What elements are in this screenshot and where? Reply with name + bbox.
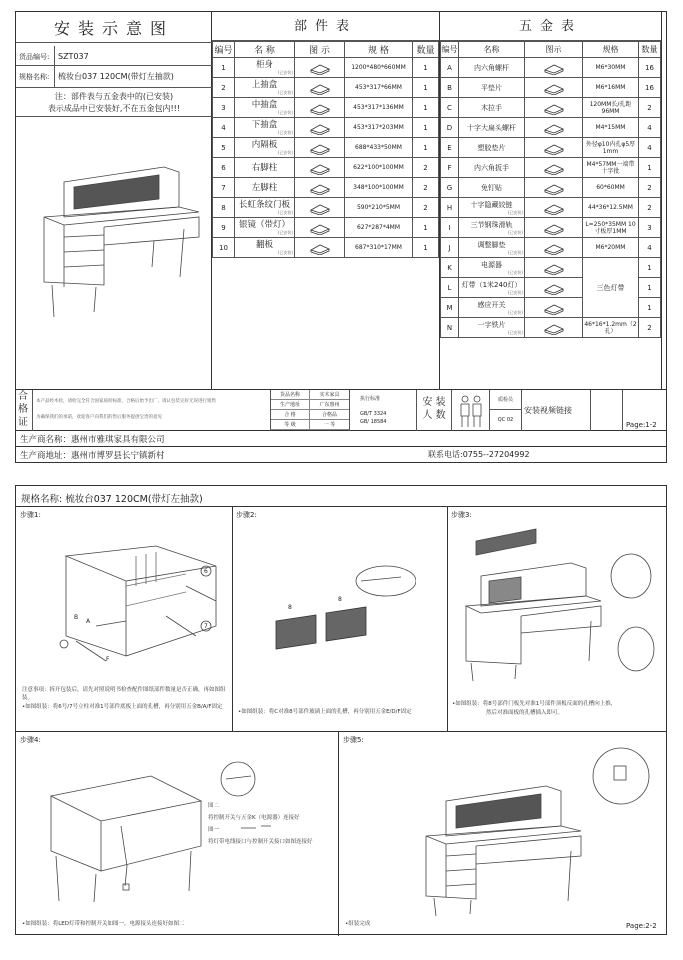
row-quantity: 1 [639,158,661,178]
row-quantity: 1 [413,118,439,138]
row-number: M [441,298,459,318]
row-number: A [441,58,459,78]
parts-row [213,98,439,118]
plastic-washer-icon [539,141,569,155]
parts-header-row [213,42,439,58]
row-illustration [295,58,345,78]
row-name [235,238,295,258]
installers-label-1: 安 装 [422,397,446,408]
installed-tag: (已安装) [507,290,523,295]
row-spec: 120MM长/孔距96MM [583,98,639,118]
row-number: 4 [213,118,235,138]
hardware-row [441,178,661,198]
top-drawer-icon [305,81,335,95]
page-2 [15,485,667,935]
item-no-label: 货品编号: [19,53,50,61]
row-spec: M4*15MM [583,118,639,138]
row-quantity: 1 [413,78,439,98]
row-illustration [525,198,583,218]
hardware-header: 图示 [525,42,583,58]
cert-title: 合格证 [18,391,28,428]
row-name [459,58,525,78]
row-spec: 688*433*50MM [345,138,413,158]
row-quantity: 4 [639,238,661,258]
step-3-instruction-2: 然后对准面板的孔槽插入即可。 [486,710,564,716]
row-number: G [441,178,459,198]
row-number: N [441,318,459,338]
parts-row [213,158,439,178]
cert-table-row [271,390,349,400]
row-spec: M6*16MM [583,78,639,98]
row-name-text: 三节钢珠滑轨 [470,221,513,229]
row-name-text: 柜身 [255,60,273,70]
wood-handle-icon [539,101,569,115]
row-name [235,138,295,158]
row-illustration [295,118,345,138]
installed-tag: (已安装) [507,270,523,275]
row-illustration [525,78,583,98]
row-spec: M4*57MM一端带十字批 [583,158,639,178]
row-illustration [295,98,345,118]
flat-washer-icon [539,81,569,95]
installed-tag: (已安装) [507,330,523,335]
step-4-instruction: •如图组装：将LED灯带和控制开关如图一，电源接头连接好如图二 [22,921,185,927]
row-illustration [295,138,345,158]
row-illustration [525,238,583,258]
installed-tag: (已安装) [507,210,523,215]
row-name-text: 调整脚垫 [477,241,506,249]
row-name [459,238,525,258]
row-illustration [525,258,583,278]
row-name [459,278,525,298]
row-illustration [525,318,583,338]
hardware-row [441,238,661,258]
row-quantity: 1 [413,138,439,158]
row-quantity: 16 [639,58,661,78]
step-5-drawing [416,746,656,916]
row-illustration [295,158,345,178]
row-number: D [441,118,459,138]
row-name [459,178,525,198]
row-name-text: 中抽盒 [251,100,278,110]
hardware-row [441,118,661,138]
row-name-text: 上抽盒 [251,80,278,90]
part-label-6: 6 [204,568,208,575]
row-quantity: 4 [639,118,661,138]
row-number: 1 [213,58,235,78]
row-name [459,318,525,338]
phillips-screw-icon [539,121,569,135]
row-number: H [441,198,459,218]
installed-tag: (已安装) [277,250,293,255]
row-number: B [441,78,459,98]
hardware-label-b: B [74,614,79,621]
parts-header: 图 示 [295,42,345,58]
row-quantity: 2 [639,198,661,218]
page-2-number: Page:2-2 [626,922,657,930]
mirror-icon [305,221,335,235]
parts-header: 编号 [213,42,235,58]
row-spec: 622*100*100MM [345,158,413,178]
row-quantity: 1 [639,258,661,278]
row-name [459,158,525,178]
parts-row [213,178,439,198]
hardware-row [441,98,661,118]
row-illustration [525,118,583,138]
standard-2: GB/ 18584 [360,419,387,425]
manufacturer-address: 生产商地址：惠州市博罗县长宁镇新村 [20,451,165,461]
row-number: 8 [213,198,235,218]
note-line-2: 表示成品中已安装好,不在五金包内!!! [47,104,181,113]
hardware-row [441,198,661,218]
page-2-spec: 规格名称: 梳妆台037 120CM(带灯左抽款) [21,494,203,505]
row-number: 3 [213,98,235,118]
left-leg-icon [305,181,335,195]
hardware-label-f: F [106,656,110,663]
part-label-8a: 8 [288,604,292,611]
cert-table-row [271,400,349,410]
row-illustration [525,178,583,198]
row-quantity: 1 [413,58,439,78]
figure-2-text: 将控制开关与五金K（电源器）连接好 [208,815,300,821]
row-quantity: 2 [413,158,439,178]
row-name-text: 免钉贴 [481,183,502,192]
row-number: J [441,238,459,258]
spec-name: 梳妆台037 120CM(带灯左抽款) [58,72,174,81]
step-4-label: 步骤4: [20,736,41,744]
row-illustration [525,218,583,238]
row-illustration [295,198,345,218]
figure-1-label: 图一 [208,827,220,833]
part-label-8b: 8 [338,596,342,603]
page-title: 安装示意图 [53,19,174,38]
row-number: E [441,138,459,158]
hidden-hinge-icon [539,201,569,215]
row-name-text: 银镜（带灯） [238,220,290,230]
parts-row [213,58,439,78]
cert-value: 广东惠州 [319,402,340,408]
row-illustration [525,158,583,178]
hardware-row [441,138,661,158]
row-number: 10 [213,238,235,258]
row-name [235,98,295,118]
iron-plate-icon [539,321,569,335]
power-adapter-icon [539,261,569,275]
step-3-label: 步骤3: [451,511,472,519]
installed-tag: (已安装) [277,210,293,215]
row-name [235,218,295,238]
leveling-foot-icon [539,241,569,255]
bottom-drawer-icon [305,121,335,135]
row-name-text: 下抽盒 [251,120,278,130]
row-quantity: 2 [639,318,661,338]
row-spec: 453*317*136MM [345,98,413,118]
row-spec: 590*210*5MM [345,198,413,218]
row-illustration [525,58,583,78]
cert-value: 一 等 [323,422,336,428]
hardware-row [441,158,661,178]
step-5-instruction: •组装完成 [345,921,371,927]
cert-table-row [271,410,349,420]
row-spec: 627*287*4MM [345,218,413,238]
row-quantity: 1 [413,238,439,258]
step-2-instruction: •如图组装：将C对准8号部件玻璃上面的孔槽，再分别用五金E/D/F固定 [238,709,412,715]
row-number: 9 [213,218,235,238]
row-name [459,298,525,318]
inspector-label: 质检员 [490,390,521,410]
figure-2-label: 图二 [208,803,220,809]
step-5-label: 步骤5: [343,736,364,744]
installed-tag: (已安装) [507,310,523,315]
allen-key-icon [539,161,569,175]
parts-header: 规 格 [345,42,413,58]
row-spec: 687*310*17MM [345,238,413,258]
figure-1-text: 将灯带电线接口与控制开关接口如图连接好 [208,839,313,845]
install-video-link[interactable]: 安装视频链接 [524,406,572,415]
installers-label-2: 人 数 [422,410,446,421]
row-spec: L=250*35MM 10寸板厚1MM [583,218,639,238]
hardware-row [441,218,661,238]
row-name-text: 十字隐藏铰链 [470,201,513,209]
adhesive-pad-icon [539,181,569,195]
parts-table-title: 部件表 [212,12,439,41]
row-number: 5 [213,138,235,158]
installed-tag: (已安装) [507,230,523,235]
row-name [235,58,295,78]
hardware-table-title: 五金表 [440,12,661,41]
parts-row [213,218,439,238]
row-number: F [441,158,459,178]
hardware-table [440,12,662,389]
row-number: 7 [213,178,235,198]
manufacturer-name: 生产商名称：惠州市雅琪家具有限公司 [20,435,165,445]
row-illustration [295,218,345,238]
middle-drawer-icon [305,101,335,115]
row-quantity: 1 [413,218,439,238]
hardware-header: 名称 [459,42,525,58]
row-name [235,118,295,138]
parts-row [213,198,439,218]
row-name [459,118,525,138]
cabinet-body-icon [305,61,335,75]
installed-tag: (已安装) [277,230,293,235]
row-quantity: 1 [413,98,439,118]
page-1 [15,11,667,463]
row-name-text: 一字铁片 [477,321,506,329]
step-1-instruction: •如图组装：将6号/7号立柱对准1号部件底板上面的孔槽，再分别用五金B/A/F固定 [22,704,223,710]
row-number: 6 [213,158,235,178]
row-name-text: 十字大扁头螺杆 [467,123,516,132]
row-quantity: 4 [639,138,661,158]
row-name-text: 木拉手 [481,103,502,112]
row-spec: 348*100*100MM [345,178,413,198]
row-name-text: 翻板 [255,240,273,250]
row-illustration [295,238,345,258]
row-name-text: 内六角扳手 [474,163,509,172]
standard-1: GB/T 3324 [360,411,387,417]
row-name [459,258,525,278]
row-spec: 三色灯带 [583,258,639,318]
certificate-row [16,389,667,431]
note-line-1: 注：部件表与五金表中的(已安装) [54,92,174,101]
right-leg-icon [305,161,335,175]
row-spec: 46*16*1.2mm（2孔） [583,318,639,338]
row-spec: 60*60MM [583,178,639,198]
led-strip-icon [539,281,569,295]
parts-row [213,238,439,258]
step-1-drawing [36,526,226,676]
spec-label: 规格名称: [19,73,50,81]
row-name-text: 塑胶垫片 [477,143,506,152]
cert-key: 合 格 [271,410,310,419]
cert-value: 合格品 [322,412,338,418]
row-quantity: 2 [639,98,661,118]
installed-tag: (已安装) [507,250,523,255]
row-name [459,138,525,158]
hardware-row [441,318,661,338]
step-2-label: 步骤2: [236,511,257,519]
row-name [459,78,525,98]
hardware-header: 数量 [639,42,661,58]
inner-divider-icon [305,141,335,155]
cert-text-1: 本产品经木检，请检完全符合国家质检标准，合格后始予出厂，请认包装完好无误进行销售 [36,399,216,404]
row-illustration [295,178,345,198]
row-spec: 1200*480*660MM [345,58,413,78]
two-installers-icon [456,394,486,428]
row-name [459,98,525,118]
hardware-label-a: A [86,618,91,625]
hardware-header: 规格 [583,42,639,58]
hardware-row [441,58,661,78]
cert-table-row [271,420,349,430]
striped-door-panel-icon [305,201,335,215]
row-name [235,78,295,98]
sensor-switch-icon [539,301,569,315]
standard-label: 执行标准 [360,396,381,402]
parts-header: 名 称 [235,42,295,58]
hex-bolt-icon [539,61,569,75]
row-name [235,178,295,198]
cert-key: 等 级 [271,420,310,429]
row-illustration [525,278,583,298]
installed-tag: (已安装) [277,130,293,135]
part-label-7: 7 [204,623,208,630]
row-name-text: 电源器 [481,261,502,269]
row-quantity: 3 [639,218,661,238]
step-1-label: 步骤1: [20,511,41,519]
row-name-text: 长虹条纹门板 [238,200,290,210]
row-name [459,198,525,218]
parts-table [212,12,440,389]
row-spec: 453*317*66MM [345,78,413,98]
cert-value: 实木家具 [319,392,340,398]
flip-board-icon [305,241,335,255]
item-no: SZT037 [58,52,89,61]
cert-key: 生产地址 [271,400,310,409]
row-quantity: 1 [639,278,661,298]
row-number: 2 [213,78,235,98]
cert-text-2: 为确保我们的承诺，欢迎客户向我们的售后服务提供宝贵的意见 [36,415,162,420]
parts-header: 数量 [413,42,439,58]
row-spec: M6*30MM [583,58,639,78]
row-name [235,158,295,178]
row-illustration [525,98,583,118]
row-name-text: 平垫片 [481,83,502,92]
row-quantity: 16 [639,78,661,98]
parts-row [213,138,439,158]
row-quantity: 2 [413,198,439,218]
row-name [459,218,525,238]
row-spec: 外径φ10内孔φ5厚1mm [583,138,639,158]
row-quantity: 2 [639,178,661,198]
slide-rail-icon [539,221,569,235]
vanity-product-drawing [34,137,204,317]
row-illustration [525,298,583,318]
hardware-header-row [441,42,661,58]
parts-row [213,118,439,138]
installed-tag: (已安装) [277,150,293,155]
row-name-text: 感应开关 [477,301,506,309]
row-number: I [441,218,459,238]
row-spec: M6*20MM [583,238,639,258]
row-number: K [441,258,459,278]
installed-tag: (已安装) [277,90,293,95]
contact-phone: 联系电话:0755--27204992 [428,450,530,459]
row-name-text: 内隔板 [251,140,278,150]
row-number: C [441,98,459,118]
qc-code: QC 02 [497,417,514,423]
row-name [235,198,295,218]
row-name-text: 左脚柱 [251,182,278,193]
row-spec: 44*36*12.5MM [583,198,639,218]
row-spec: 453*317*203MM [345,118,413,138]
row-illustration [525,138,583,158]
installed-tag: (已安装) [277,70,293,75]
row-illustration [295,78,345,98]
step-3-drawing [461,521,661,681]
step-3-instruction-1: •如图组装：将8号部件门板先对准1号部件顶板反面的孔槽向上推， [452,701,617,707]
hardware-header: 编号 [441,42,459,58]
parts-row [213,78,439,98]
page-number: Page:1-2 [626,421,657,429]
row-name-text: 灯带（1米240灯） [461,281,522,289]
row-name-text: 内六角螺杆 [474,63,509,72]
hardware-row [441,258,661,278]
row-quantity: 2 [413,178,439,198]
installed-tag: (已安装) [277,110,293,115]
row-quantity: 1 [639,298,661,318]
step-1-caution: 注意事项：拆开包装后，请先对照说明书检查配件图纸部件数量是否正确，再如图组装。 [22,687,226,701]
row-name-text: 右脚柱 [251,162,278,173]
hardware-row [441,78,661,98]
row-number: L [441,278,459,298]
cert-key: 货品名称 [271,390,310,399]
